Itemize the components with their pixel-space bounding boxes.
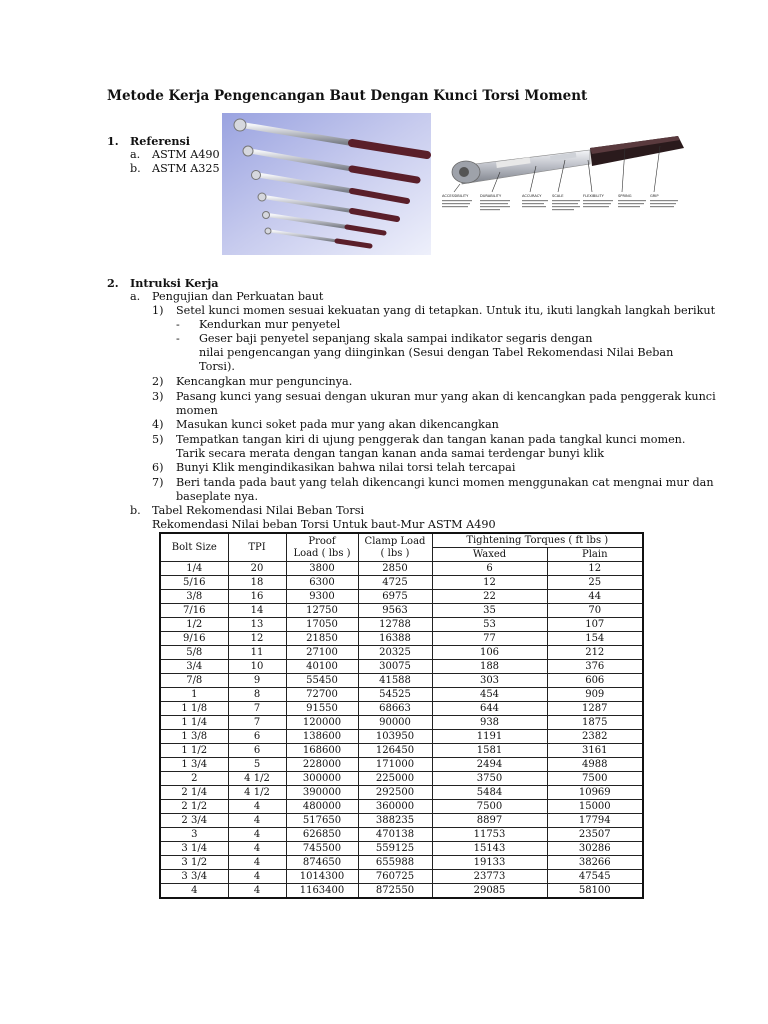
torque-table-body: [160, 562, 643, 899]
cell-waxed: 5484: [432, 786, 547, 800]
cell-plain: 58100: [547, 884, 643, 899]
cell-clamp-load: 6975: [358, 590, 432, 604]
cell-plain: 23507: [547, 828, 643, 842]
cell-proof-load: 1014300: [286, 870, 358, 884]
table-row: [160, 576, 643, 590]
cell-waxed: 7500: [432, 800, 547, 814]
cell-waxed: 8897: [432, 814, 547, 828]
cell-proof-load: 168600: [286, 744, 358, 758]
cell-tpi: 18: [228, 576, 286, 590]
step-3-line-2: momen: [176, 404, 218, 417]
header-plain: Plain: [547, 548, 643, 562]
table-row: [160, 646, 643, 660]
cell-tpi: 6: [228, 730, 286, 744]
cell-bolt-size: 7/16: [160, 604, 228, 618]
cell-waxed: 938: [432, 716, 547, 730]
cell-plain: 4988: [547, 758, 643, 772]
cell-tpi: 14: [228, 604, 286, 618]
cell-waxed: 303: [432, 674, 547, 688]
cell-bolt-size: 3/8: [160, 590, 228, 604]
dash-2-line-3: Torsi).: [199, 360, 235, 373]
cell-proof-load: 21850: [286, 632, 358, 646]
step-2-marker: 2): [152, 375, 164, 388]
table-row: [160, 772, 643, 786]
step-3-line-1: Pasang kunci yang sesuai dengan ukuran mur yang akan di kencangkan pada penggerak kunci: [176, 390, 716, 403]
cell-tpi: 13: [228, 618, 286, 632]
cell-clamp-load: 103950: [358, 730, 432, 744]
cell-proof-load: 228000: [286, 758, 358, 772]
cell-bolt-size: 2: [160, 772, 228, 786]
cell-waxed: 11753: [432, 828, 547, 842]
cell-plain: 1875: [547, 716, 643, 730]
cell-clamp-load: 20325: [358, 646, 432, 660]
cell-plain: 15000: [547, 800, 643, 814]
cell-proof-load: 91550: [286, 702, 358, 716]
cell-bolt-size: 3 1/4: [160, 842, 228, 856]
label-flexibility: FLEXIBILITY: [583, 194, 604, 198]
step-5-line-1: Tempatkan tangan kiri di ujung penggerak dan tangan kanan pada tangkal kunci momen.: [176, 433, 686, 446]
cell-bolt-size: 1 1/4: [160, 716, 228, 730]
label-accessibility: ACCESSIBILITY: [442, 194, 469, 198]
table-row: [160, 730, 643, 744]
cell-plain: 17794: [547, 814, 643, 828]
cell-tpi: 6: [228, 744, 286, 758]
section-1-heading: Referensi: [130, 134, 191, 148]
cell-clamp-load: 470138: [358, 828, 432, 842]
ref-a-marker: a.: [130, 148, 141, 161]
cell-proof-load: 1163400: [286, 884, 358, 899]
cell-tpi: 8: [228, 688, 286, 702]
torque-table: [159, 532, 644, 899]
label-grip: GRIP: [650, 194, 659, 198]
section-1-number: 1.: [107, 134, 119, 148]
cell-bolt-size: 1: [160, 688, 228, 702]
cell-proof-load: 27100: [286, 646, 358, 660]
table-row: [160, 716, 643, 730]
header-tpi: TPI: [228, 533, 286, 562]
step-7-marker: 7): [152, 476, 164, 489]
section-2-heading: Intruksi Kerja: [130, 276, 219, 290]
step-6-marker: 6): [152, 461, 164, 474]
cell-clamp-load: 388235: [358, 814, 432, 828]
cell-waxed: 454: [432, 688, 547, 702]
cell-waxed: 29085: [432, 884, 547, 899]
cell-clamp-load: 225000: [358, 772, 432, 786]
cell-bolt-size: 1/4: [160, 562, 228, 576]
header-bolt-size: Bolt Size: [160, 533, 228, 562]
cell-clamp-load: 12788: [358, 618, 432, 632]
table-row: [160, 828, 643, 842]
table-row: [160, 856, 643, 870]
header-proof-load-line-1: Proof: [308, 535, 336, 547]
table-row: [160, 786, 643, 800]
cell-clamp-load: 559125: [358, 842, 432, 856]
header-clamp-load: [358, 533, 432, 562]
cell-proof-load: 745500: [286, 842, 358, 856]
cell-tpi: 4 1/2: [228, 772, 286, 786]
cell-proof-load: 874650: [286, 856, 358, 870]
cell-tpi: 4: [228, 884, 286, 899]
cell-waxed: 2494: [432, 758, 547, 772]
cell-clamp-load: 90000: [358, 716, 432, 730]
label-durability: DURABILITY: [480, 194, 502, 198]
step-1-line-1: Setel kunci momen sesuai kekuatan yang di tetapkan. Untuk itu, ikuti langkah langkah berikut: [176, 304, 716, 317]
sub-b-text: Tabel Rekomendasi Nilai Beban Torsi: [152, 504, 365, 517]
cell-proof-load: 17050: [286, 618, 358, 632]
cell-waxed: 1581: [432, 744, 547, 758]
page-title: Metode Kerja Pengencangan Baut Dengan Kunci Torsi Moment: [107, 88, 588, 104]
cell-waxed: 6: [432, 562, 547, 576]
cell-waxed: 106: [432, 646, 547, 660]
cell-clamp-load: 2850: [358, 562, 432, 576]
cell-plain: 7500: [547, 772, 643, 786]
cell-bolt-size: 1 1/2: [160, 744, 228, 758]
torque-wrench-set-photo: [222, 113, 431, 255]
cell-plain: 1287: [547, 702, 643, 716]
table-row: [160, 674, 643, 688]
cell-clamp-load: 655988: [358, 856, 432, 870]
cell-plain: 47545: [547, 870, 643, 884]
cell-tpi: 20: [228, 562, 286, 576]
table-row: [160, 842, 643, 856]
table-row: [160, 800, 643, 814]
step-1-marker: 1): [152, 304, 164, 317]
dash-2-line-1: Geser baji penyetel sepanjang skala sampai indikator segaris dengan: [199, 332, 593, 345]
cell-tpi: 7: [228, 716, 286, 730]
table-caption: Rekomendasi Nilai beban Torsi Untuk baut-Mur ASTM A490: [152, 518, 496, 531]
cell-waxed: 19133: [432, 856, 547, 870]
table-row: [160, 604, 643, 618]
dash-1-line-1: Kendurkan mur penyetel: [199, 318, 341, 331]
cell-clamp-load: 126450: [358, 744, 432, 758]
cell-proof-load: 390000: [286, 786, 358, 800]
cell-clamp-load: 4725: [358, 576, 432, 590]
dash-2-marker: -: [176, 332, 180, 345]
cell-tpi: 4: [228, 842, 286, 856]
cell-plain: 30286: [547, 842, 643, 856]
cell-bolt-size: 3/4: [160, 660, 228, 674]
table-row: [160, 632, 643, 646]
table-row: [160, 814, 643, 828]
cell-proof-load: 40100: [286, 660, 358, 674]
cell-clamp-load: 872550: [358, 884, 432, 899]
cell-waxed: 77: [432, 632, 547, 646]
cell-plain: 2382: [547, 730, 643, 744]
header-clamp-load-line-2: ( lbs ): [380, 547, 410, 559]
cell-bolt-size: 3 1/2: [160, 856, 228, 870]
label-accuracy: ACCURACY: [522, 194, 542, 198]
cell-proof-load: 300000: [286, 772, 358, 786]
sub-b-marker: b.: [130, 504, 141, 517]
step-6-line-1: Bunyi Klik mengindikasikan bahwa nilai torsi telah tercapai: [176, 461, 516, 474]
cell-bolt-size: 5/16: [160, 576, 228, 590]
cell-waxed: 3750: [432, 772, 547, 786]
cell-plain: 25: [547, 576, 643, 590]
cell-proof-load: 72700: [286, 688, 358, 702]
cell-proof-load: 626850: [286, 828, 358, 842]
table-row: [160, 590, 643, 604]
cell-plain: 107: [547, 618, 643, 632]
cell-plain: 38266: [547, 856, 643, 870]
cell-tpi: 11: [228, 646, 286, 660]
cell-tpi: 5: [228, 758, 286, 772]
cell-clamp-load: 760725: [358, 870, 432, 884]
cell-plain: 12: [547, 562, 643, 576]
cell-waxed: 23773: [432, 870, 547, 884]
torque-wrench-features-photo: [440, 128, 690, 236]
cell-proof-load: 9300: [286, 590, 358, 604]
cell-waxed: 12: [432, 576, 547, 590]
cell-tpi: 4 1/2: [228, 786, 286, 800]
ref-b-marker: b.: [130, 162, 141, 175]
cell-bolt-size: 5/8: [160, 646, 228, 660]
cell-tpi: 4: [228, 870, 286, 884]
cell-bolt-size: 9/16: [160, 632, 228, 646]
cell-bolt-size: 4: [160, 884, 228, 899]
cell-tpi: 7: [228, 702, 286, 716]
cell-proof-load: 6300: [286, 576, 358, 590]
cell-waxed: 35: [432, 604, 547, 618]
cell-plain: 154: [547, 632, 643, 646]
cell-proof-load: 480000: [286, 800, 358, 814]
cell-bolt-size: 2 3/4: [160, 814, 228, 828]
step-4-marker: 4): [152, 418, 164, 431]
table-row: [160, 688, 643, 702]
cell-proof-load: 138600: [286, 730, 358, 744]
cell-plain: 3161: [547, 744, 643, 758]
cell-plain: 909: [547, 688, 643, 702]
label-scale: SCALE: [552, 194, 564, 198]
cell-proof-load: 55450: [286, 674, 358, 688]
cell-waxed: 53: [432, 618, 547, 632]
cell-bolt-size: 1 3/8: [160, 730, 228, 744]
ref-a-text: ASTM A490: [152, 148, 220, 161]
cell-waxed: 22: [432, 590, 547, 604]
cell-tpi: 9: [228, 674, 286, 688]
ref-b-text: ASTM A325: [152, 162, 220, 175]
cell-plain: 376: [547, 660, 643, 674]
header-proof-load-line-2: Load ( lbs ): [293, 547, 351, 559]
cell-tpi: 4: [228, 828, 286, 842]
cell-waxed: 15143: [432, 842, 547, 856]
step-7-line-2: baseplate nya.: [176, 490, 259, 503]
step-2-line-1: Kencangkan mur penguncinya.: [176, 375, 353, 388]
step-5-marker: 5): [152, 433, 164, 446]
cell-clamp-load: 30075: [358, 660, 432, 674]
cell-bolt-size: 1/2: [160, 618, 228, 632]
cell-plain: 44: [547, 590, 643, 604]
cell-waxed: 1191: [432, 730, 547, 744]
cell-clamp-load: 54525: [358, 688, 432, 702]
step-4-line-1: Masukan kunci soket pada mur yang akan dikencangkan: [176, 418, 499, 431]
cell-clamp-load: 292500: [358, 786, 432, 800]
cell-bolt-size: 2 1/4: [160, 786, 228, 800]
dash-1-marker: -: [176, 318, 180, 331]
cell-tpi: 12: [228, 632, 286, 646]
cell-tpi: 4: [228, 856, 286, 870]
cell-bolt-size: 3: [160, 828, 228, 842]
header-clamp-load-line-1: Clamp Load: [364, 535, 426, 547]
cell-plain: 212: [547, 646, 643, 660]
table-row: [160, 744, 643, 758]
table-row: [160, 758, 643, 772]
cell-proof-load: 3800: [286, 562, 358, 576]
table-row: [160, 562, 643, 576]
cell-waxed: 188: [432, 660, 547, 674]
cell-bolt-size: 1 3/4: [160, 758, 228, 772]
step-3-marker: 3): [152, 390, 164, 403]
cell-bolt-size: 7/8: [160, 674, 228, 688]
cell-plain: 70: [547, 604, 643, 618]
cell-proof-load: 120000: [286, 716, 358, 730]
table-row: [160, 618, 643, 632]
table-row: [160, 702, 643, 716]
step-5-line-2: Tarik secara merata dengan tangan kanan anda samai terdengar bunyi klik: [176, 447, 605, 460]
cell-tpi: 4: [228, 814, 286, 828]
cell-clamp-load: 16388: [358, 632, 432, 646]
section-2-number: 2.: [107, 276, 119, 290]
cell-plain: 10969: [547, 786, 643, 800]
sub-a-text: Pengujian dan Perkuatan baut: [152, 290, 324, 303]
dash-2-line-2: nilai pengencangan yang diinginkan (Sesui dengan Tabel Rekomendasi Nilai Beban: [199, 346, 674, 359]
cell-tpi: 10: [228, 660, 286, 674]
step-7-line-1: Beri tanda pada baut yang telah dikencangi kunci momen menggunakan cat mengnai mur dan: [176, 476, 714, 489]
cell-clamp-load: 360000: [358, 800, 432, 814]
cell-waxed: 644: [432, 702, 547, 716]
sub-a-marker: a.: [130, 290, 141, 303]
cell-bolt-size: 1 1/8: [160, 702, 228, 716]
header-proof-load: [286, 533, 358, 562]
cell-proof-load: 517650: [286, 814, 358, 828]
table-row: [160, 660, 643, 674]
cell-tpi: 16: [228, 590, 286, 604]
cell-bolt-size: 2 1/2: [160, 800, 228, 814]
cell-clamp-load: 171000: [358, 758, 432, 772]
cell-clamp-load: 9563: [358, 604, 432, 618]
cell-tpi: 4: [228, 800, 286, 814]
header-waxed: Waxed: [432, 548, 547, 562]
cell-clamp-load: 68663: [358, 702, 432, 716]
header-tightening-torques: Tightening Torques ( ft lbs ): [432, 533, 643, 548]
cell-proof-load: 12750: [286, 604, 358, 618]
cell-clamp-load: 41588: [358, 674, 432, 688]
table-row: [160, 884, 643, 899]
cell-bolt-size: 3 3/4: [160, 870, 228, 884]
label-spring: SPRING: [618, 194, 632, 198]
table-row: [160, 870, 643, 884]
cell-plain: 606: [547, 674, 643, 688]
